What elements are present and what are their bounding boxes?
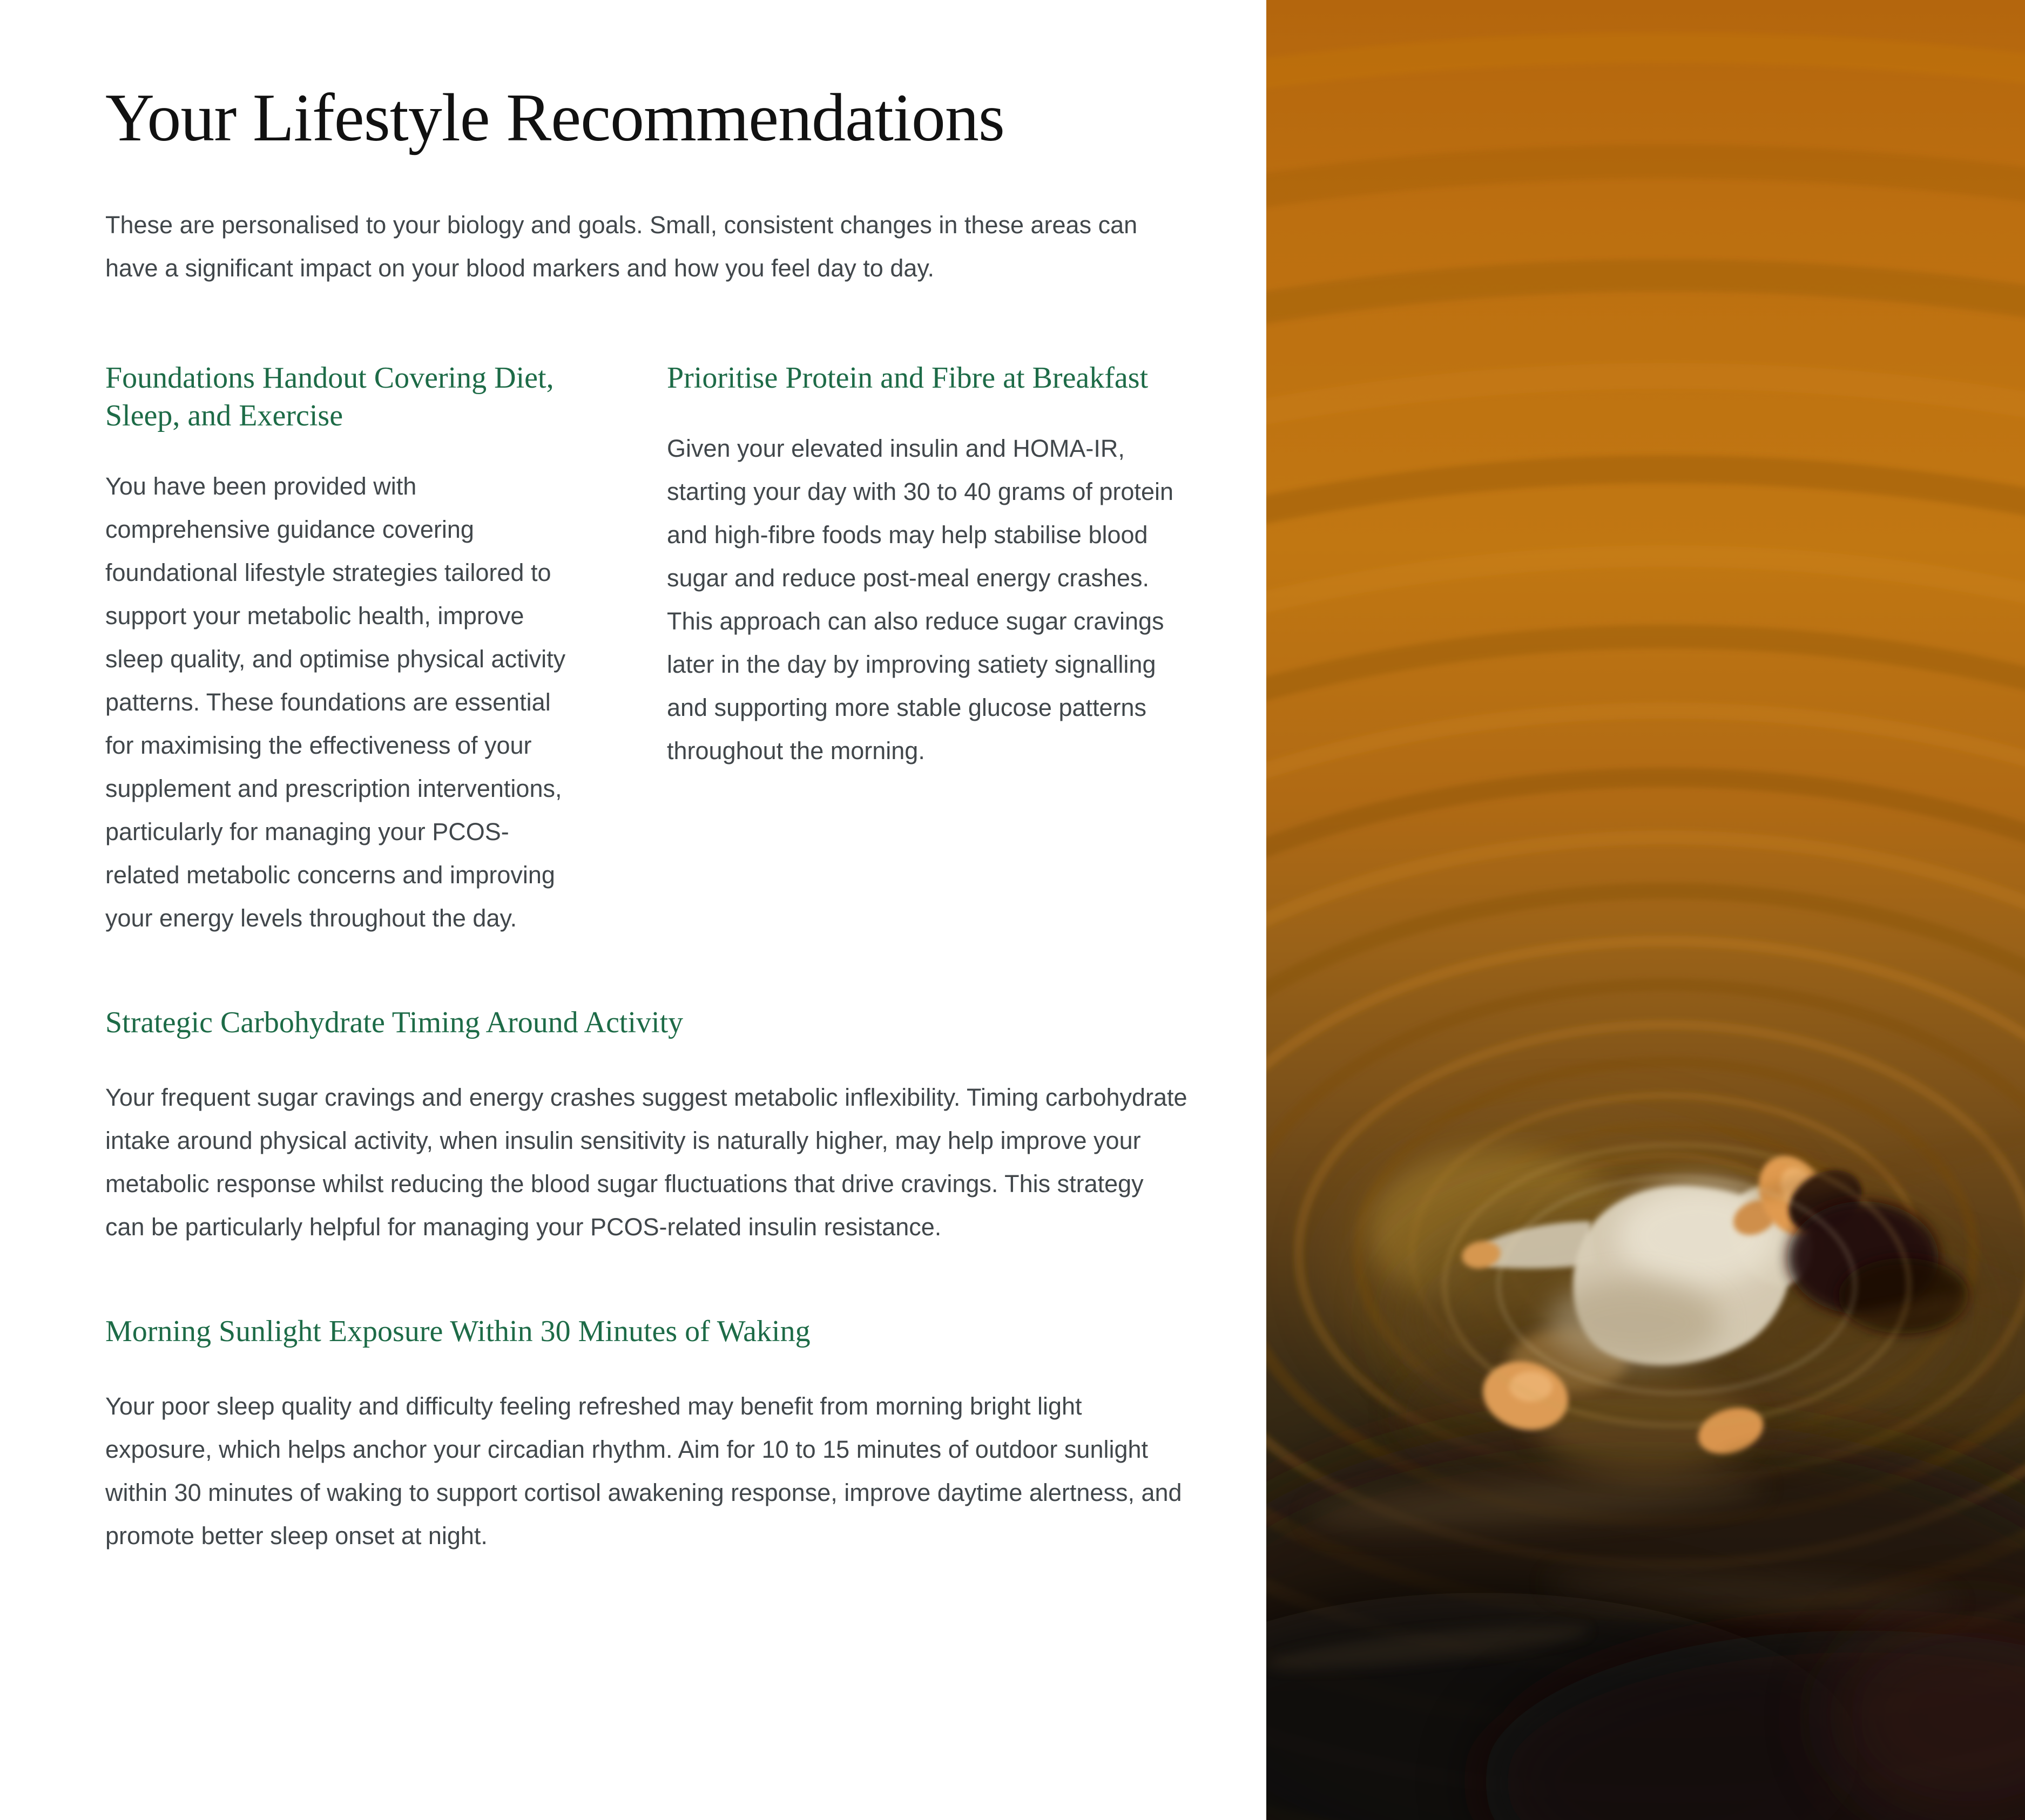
dark-water-bottom (1266, 1420, 2025, 1820)
section-body-carb-timing: Your frequent sugar cravings and energy crashes suggest metabolic inflexibility. Timing carbohydrate intake around physical activity, when insulin sensitivity is naturally higher, may help improve your metabolic response whilst reducing the blood sugar fluctuations that drive cravings. This strategy can be particularly helpful for managing your PCOS-related insulin resistance. (105, 1084, 1187, 1241)
section-body-foundations: You have been provided with comprehensive guidance covering foundational lifestyle strategies tailored to support your metabolic health, improve sleep quality, and optimise physical activity patterns. These foundations are essential for maximising the effectiveness of your supplement and prescription interventions, particularly for managing your PCOS-related metabolic concerns and improving your energy levels throughout the day. (105, 472, 566, 932)
section-foundations-handout (105, 359, 583, 940)
section-body-morning-sunlight: Your poor sleep quality and difficulty feeling refreshed may benefit from morning bright light exposure, which helps anchor your circadian rhythm. Aim for 10 to 15 minutes of outdoor sunlight within 30 minutes of waking to support cortisol awakening response, improve daytime alertness, and promote better sleep onset at night. (105, 1392, 1182, 1550)
water-photo-illustration (1266, 0, 2025, 1820)
section-carb-timing (105, 1004, 1188, 1249)
section-heading-morning-sunlight: Morning Sunlight Exposure Within 30 Minutes of Waking (105, 1315, 811, 1349)
recommendations-two-column-grid (105, 359, 1188, 940)
section-heading-protein-fibre: Prioritise Protein and Fibre at Breakfast (667, 361, 1149, 395)
section-heading-carb-timing: Strategic Carbohydrate Timing Around Activity (105, 1006, 684, 1040)
section-protein-fibre-breakfast (667, 359, 1174, 940)
report-text-column (105, 0, 1188, 1558)
intro-paragraph: These are personalised to your biology and goals. Small, consistent changes in these areas can have a significant impact on your blood markers and how you feel day to day. (105, 211, 1138, 282)
section-heading-foundations: Foundations Handout Covering Diet, Sleep, and Exercise (105, 361, 554, 433)
page-title: Your Lifestyle Recommendations (105, 80, 1004, 155)
section-morning-sunlight (105, 1312, 1188, 1558)
section-body-protein-fibre: Given your elevated insulin and HOMA-IR, starting your day with 30 to 40 grams of protein and high-fibre foods may help stabilise blood sugar and reduce post-meal energy crashes. This approach can also reduce sugar cravings later in the day by improving satiety signalling and supporting more stable glucose patterns throughout the morning. (667, 435, 1173, 765)
hero-photo-floating-person (1266, 0, 2025, 1820)
